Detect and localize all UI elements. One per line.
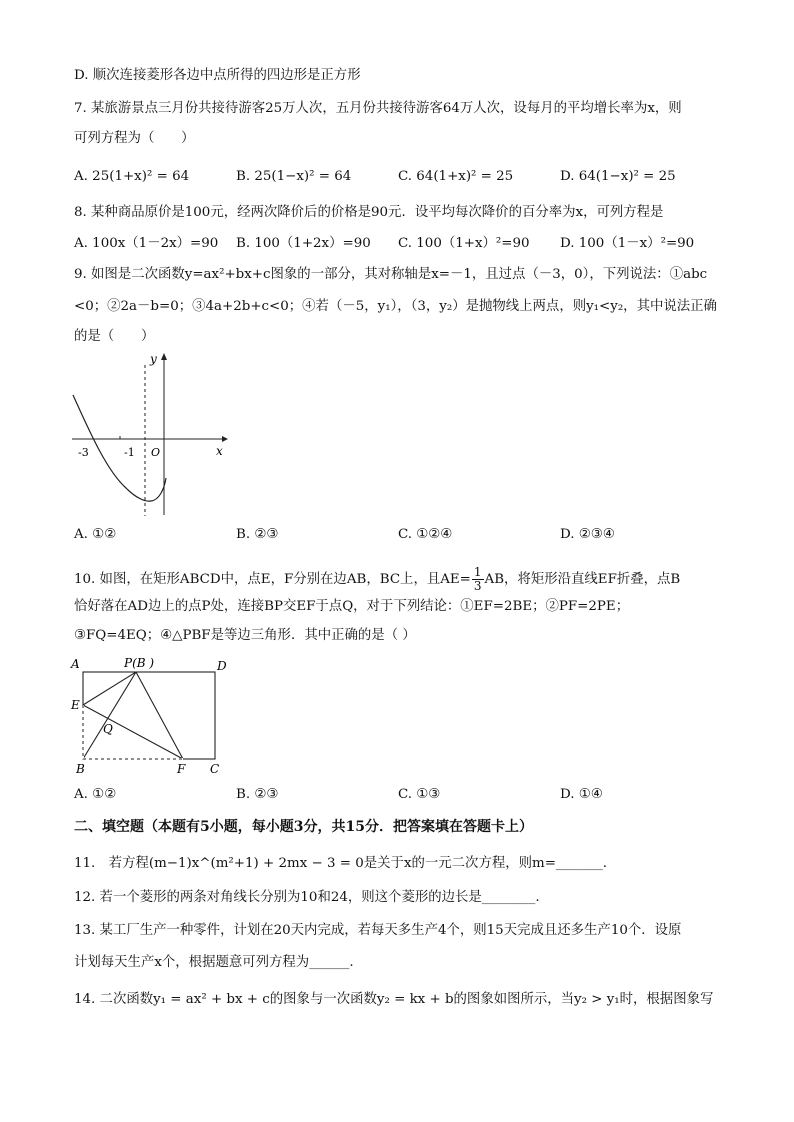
segment-pe (83, 672, 136, 705)
q12-stem: 12. 若一个菱形的两条对角线长分别为10和24，则这个菱形的边长是________. (74, 890, 540, 905)
y-axis-arrow (161, 353, 167, 360)
q10-option-b: B. ②③ (236, 787, 279, 802)
label-b: B (76, 762, 85, 776)
segment-bp (83, 672, 136, 759)
q10-stem-line1 (74, 566, 680, 593)
q7-stem-line1: 7. 某旅游景点三月份共接待游客25万人次，五月份共接待游客64万人次，设每月的平均增长率为x，则 (74, 101, 682, 116)
q8-option-c: C. 100（1+x）²=90 (398, 236, 530, 251)
label-p: P(B ) (124, 656, 155, 670)
label-d: D (217, 659, 227, 673)
q10-option-a: A. ①② (74, 787, 117, 802)
tick-label-neg1: -1 (124, 446, 135, 459)
q10-stem-pre: 10. 如图，在矩形ABCD中，点E，F分别在边AB，BC上，且AE= (74, 572, 471, 587)
label-c: C (210, 762, 220, 776)
q9-parabola-graph (66, 350, 236, 520)
q8-option-d: D. 100（1－x）²=90 (560, 236, 695, 251)
q11-stem: 11. 若方程(m−1)x^(m²+1) + 2mx − 3 = 0是关于x的一元二次方程，则m=_______. (74, 856, 608, 871)
q9-option-d: D. ②③④ (560, 527, 615, 542)
origin-label: O (151, 446, 161, 459)
q8-option-b: B. 100（1+2x）=90 (236, 236, 371, 251)
fraction-numerator: 1 (473, 565, 482, 579)
q10-rectangle-figure (66, 652, 241, 778)
q7-option-a: A. 25(1+x)² = 64 (74, 169, 190, 184)
q9-stem-line3: 的是（ ） (74, 329, 155, 344)
x-axis-label: x (216, 444, 223, 458)
q10-stem-line3: ③FQ=4EQ；④△PBF是等边三角形．其中正确的是（ ） (74, 628, 416, 643)
q14-stem: 14. 二次函数y₁ = ax² + bx + c的图象与一次函数y₂ = kx + b的图象如图所示，当y₂ > y₁时，根据图象写 (74, 992, 714, 1007)
label-q: Q (103, 722, 113, 736)
q7-option-d: D. 64(1−x)² = 25 (560, 169, 676, 184)
q7-option-c: C. 64(1+x)² = 25 (398, 169, 514, 184)
q10-stem-post: AB，将矩形沿直线EF折叠，点B (484, 572, 681, 587)
fraction (472, 566, 484, 593)
q9-option-b: B. ②③ (236, 527, 279, 542)
label-e: E (71, 698, 80, 712)
y-axis-label: y (150, 352, 157, 366)
q9-stem-line2: <0；②2a－b=0；③4a+2b+c<0；④若（－5，y₁），（3，y₂）是抛物线上两点，则y₁<y₂，其中说法正确 (74, 299, 717, 314)
q6-option-d: D. 顺次连接菱形各边中点所得的四边形是正方形 (74, 68, 361, 83)
q9-option-c: C. ①②④ (398, 527, 453, 542)
fraction-denominator: 3 (473, 579, 482, 593)
tick-label-neg3: -3 (78, 446, 89, 459)
q10-option-d: D. ①④ (560, 787, 603, 802)
q7-stem-line2: 可列方程为（ ） (74, 131, 195, 146)
section-fill-in-heading: 二、填空题（本题有5小题，每小题3分，共15分．把答案填在答题卡上） (74, 819, 533, 835)
q10-stem-line2: 恰好落在AD边上的点P处，连接BP交EF于点Q，对于下列结论：①EF=2BE；②PF=2PE； (74, 599, 630, 614)
q8-option-a: A. 100x（1－2x）=90 (74, 236, 219, 251)
q10-option-c: C. ①③ (398, 787, 441, 802)
q8-stem: 8. 某种商品原价是100元，经两次降价后的价格是90元．设平均每次降价的百分率为x，可列方程是 (74, 205, 664, 220)
label-a: A (71, 657, 80, 671)
q9-option-a: A. ①② (74, 527, 117, 542)
q9-stem-line1: 9. 如图是二次函数y=ax²+bx+c图象的一部分，其对称轴是x=－1，且过点（－3，0），下列说法：①abc (74, 267, 708, 282)
x-axis-arrow (222, 436, 228, 442)
q13-stem-line1: 13. 某工厂生产一种零件，计划在20天内完成，若每天多生产4个，则15天完成且还多生产10个．设原 (74, 923, 682, 938)
q7-option-b: B. 25(1−x)² = 64 (236, 169, 352, 184)
label-f: F (177, 762, 186, 776)
q13-stem-line2: 计划每天生产x个，根据题意可列方程为______. (74, 955, 354, 970)
